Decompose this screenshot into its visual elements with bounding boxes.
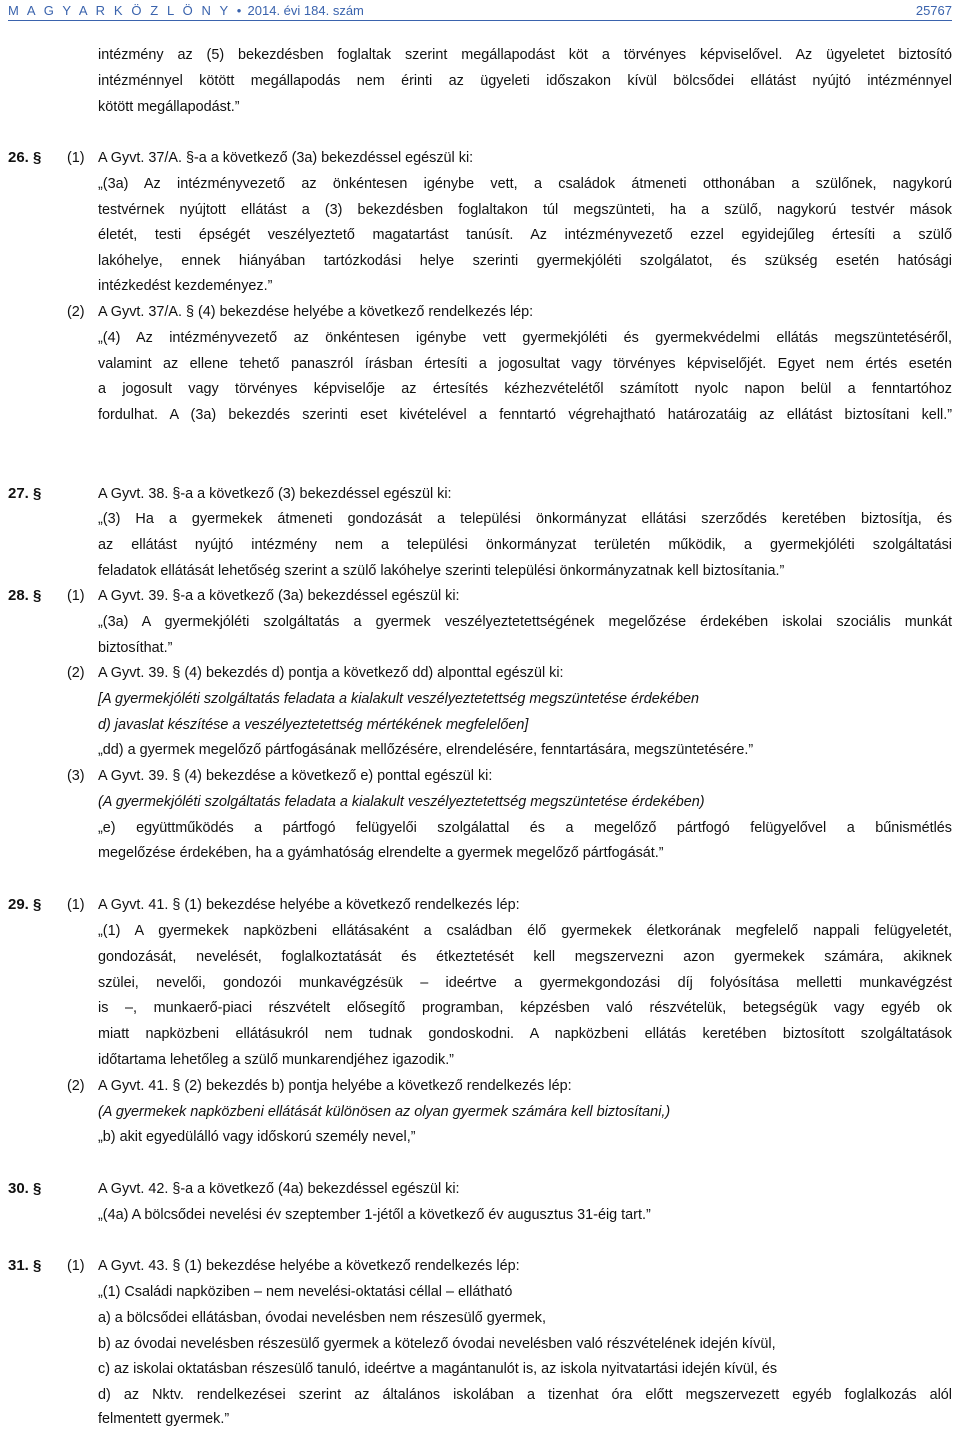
section-number: 28. [8,587,29,604]
text-line: d) javaslat készítése a veszélyeztetettség mértékének megfelelően] [98,717,529,733]
text-line: is –, munkaerő-piaci részvételt elősegítő programban, képzésben való részvételük, betegségük vagy egyéb ok [98,1000,952,1016]
text-line: A Gyvt. 37/A. § (4) bekezdése helyébe a következő rendelkezés lép: [98,304,534,320]
subsection-number: (1) [67,588,85,604]
section-symbol: § [33,149,42,166]
publication-title [8,3,364,18]
subsection-number: (1) [67,897,85,913]
text-line: „b) akit egyedülálló vagy időskorú személy nevel,” [98,1129,416,1145]
subsection-number: (2) [67,665,85,681]
text-line: intézkedést kezdeményez.” [98,278,273,294]
text-line: b) az óvodai nevelésben részesülő gyermek a kötelező óvodai nevelésben való részvételének idején kívül, [98,1336,776,1352]
text-line: kötött megállapodást.” [98,99,240,115]
text-line: „(4) Az intézményvezető az önkéntesen igénybe vett gyermekjóléti és gyermekvédelmi ellátás megszüntetéséről, [98,330,952,346]
text-line: intézménnyel kötött megállapodás nem érinti az ügyeleti időszakon kívül bölcsődei ellátást nyújtó intézménnyel [98,73,952,89]
text-line: A Gyvt. 41. § (1) bekezdése helyébe a következő rendelkezés lép: [98,897,520,913]
text-line: „e) együttműködés a pártfogó felügyelői szolgálattal és a megelőző pártfogó felügyelővel a bűnismétlés [98,820,952,836]
page-number: 25767 [915,3,952,18]
text-line: „(3) Ha a gyermekek átmeneti gondozását a települési önkormányzat ellátási szerződés keretében biztosítja, és [98,511,952,527]
text-line: biztosíthat.” [98,640,173,656]
text-line: időtartama lehetőleg a szülő munkarendjéhez igazodik.” [98,1052,454,1068]
issue-number: 2014. évi 184. szám [247,3,364,18]
text-line: intézmény az (5) bekezdésben foglaltak szerint megállapodást köt a törvényes képviselővel. Az ügyeletet biztosító [98,47,952,63]
section-number: 27. [8,485,29,502]
text-line: valamint az ellene tehető panaszról írásban értesíti a jogosultat vagy törvényes képviselőjét. Egyet nem értés esetén [98,356,952,372]
text-line: „(3a) A gyermekjóléti szolgáltatás a gyermek veszélyeztetettségének megelőzése érdekében iskolai szociális munkát [98,614,952,630]
text-line: lakóhelye, ennek hiányában tartózkodási helye szerinti gyermekjóléti szolgálatot, és szükség esetén hatósági [98,253,952,269]
text-line: A Gyvt. 39. § (4) bekezdés d) pontja a következő dd) alponttal egészül ki: [98,665,564,681]
text-line: A Gyvt. 37/A. §-a a következő (3a) bekezdéssel egészül ki: [98,150,474,166]
subsection-number: (1) [67,150,85,166]
text-line: A Gyvt. 39. § (4) bekezdése a következő e) ponttal egészül ki: [98,768,493,784]
text-line: c) az iskolai oktatásban részesülő tanuló, ideértve a magántanulót is, az iskola nyitvatartási idején kívül, és [98,1361,778,1377]
text-line: A Gyvt. 41. § (2) bekezdés b) pontja helyébe a következő rendelkezés lép: [98,1078,572,1094]
text-line: testvérnek nyújtott ellátást a (3) bekezdésben foglaltakon túl megszünteti, ha a szülő, nagykorú testvér mások [98,202,952,218]
header-bullet: • [236,3,242,18]
subsection-number: (3) [67,768,85,784]
section-symbol: § [33,587,42,604]
section-number: 31. [8,1257,29,1274]
text-line: [A gyermekjóléti szolgáltatás feladata a kialakult veszélyeztetettség megszüntetése érdekében [98,691,700,707]
text-line: fordulhat. A (3a) bekezdés szerinti eset kivételével a fenntartó végrehajtható határozatáig az ellátást biztosítani kell.” [98,407,952,423]
text-line: A Gyvt. 43. § (1) bekezdése helyébe a következő rendelkezés lép: [98,1258,520,1274]
text-line: életét, testi épségét veszélyeztető magatartást tanúsít. Az intézményvezető ezzel egyidejűleg értesíti a szülő [98,227,952,243]
text-line: miatt napközbeni ellátásukról nem tudnak gondoskodni. A napközbeni ellátás keretében biztosított szolgáltatások [98,1026,952,1042]
header-rule [8,20,952,21]
text-line: „dd) a gyermek megelőző pártfogásának mellőzésére, elrendelésére, fenntartására, megszüntetésére.” [98,742,754,758]
subsection-number: (1) [67,1258,85,1274]
text-line: „(3a) Az intézményvezető az önkéntesen igénybe vett, a családok átmeneti otthonában a szülőnek, nagykorú [98,176,952,192]
journal-name: M A G Y A R K Ö Z L Ö N Y [8,3,231,18]
subsection-number: (2) [67,304,85,320]
section-symbol: § [33,1180,42,1197]
text-line: d) az Nktv. rendelkezései szerint az általános iskolában a tizenhat óra előtt megszervezett egyéb foglalkozás alól [98,1387,952,1403]
section-number: 29. [8,896,29,913]
text-line: „(1) Családi napköziben – nem nevelési-oktatási céllal – ellátható [98,1284,513,1300]
subsection-number: (2) [67,1078,85,1094]
text-line: felmentett gyermek.” [98,1411,230,1427]
page-header [8,0,952,22]
text-line: „(4a) A bölcsődei nevelési év szeptember 1-jétől a következő év augusztus 31-éig tart.” [98,1207,651,1223]
text-line: megelőzése érdekében, ha a gyámhatóság elrendelte a gyermek megelőző pártfogását.” [98,845,664,861]
text-line: (A gyermekek napközbeni ellátását különösen az olyan gyermek számára kell biztosítani,) [98,1104,671,1120]
section-symbol: § [33,485,42,502]
text-line: a jogosult vagy törvényes képviselője az értesítés kézhezvételétől számított nyolc napon belül a fenntartóhoz [98,381,952,397]
section-number: 30. [8,1180,29,1197]
text-line: az ellátást nyújtó intézmény nem a települési önkormányzat területén működik, a gyermekjóléti szolgáltatási [98,537,952,553]
text-line: „(1) A gyermekek napközbeni ellátásaként a családban élő gyermekek életkorának megfelelő nappali felügyeletét, [98,923,952,939]
section-symbol: § [33,896,42,913]
text-line: feladatok ellátását lehetőség szerint a szülő lakóhelye szerinti települési önkormányzatnak kell biztosítania.” [98,563,785,579]
section-number: 26. [8,149,29,166]
text-line: gondozását, nevelését, foglalkoztatását és étkeztetését kell megszervezni azon gyermekek számára, akiknek [98,949,952,965]
text-line: A Gyvt. 38. §-a a következő (3) bekezdéssel egészül ki: [98,486,452,502]
text-line: A Gyvt. 42. §-a a következő (4a) bekezdéssel egészül ki: [98,1181,460,1197]
text-line: a) a bölcsődei ellátásban, óvodai nevelésben nem részesülő gyermek, [98,1310,546,1326]
text-line: A Gyvt. 39. §-a a következő (3a) bekezdéssel egészül ki: [98,588,460,604]
text-line: szülei, nevelői, gondozói munkavégzésük – ideértve a gyermekgondozási díj folyósítása melletti munkavégzést [98,975,952,991]
text-line: (A gyermekjóléti szolgáltatás feladata a kialakult veszélyeztetettség megszüntetése érdekében) [98,794,705,810]
section-symbol: § [33,1257,42,1274]
